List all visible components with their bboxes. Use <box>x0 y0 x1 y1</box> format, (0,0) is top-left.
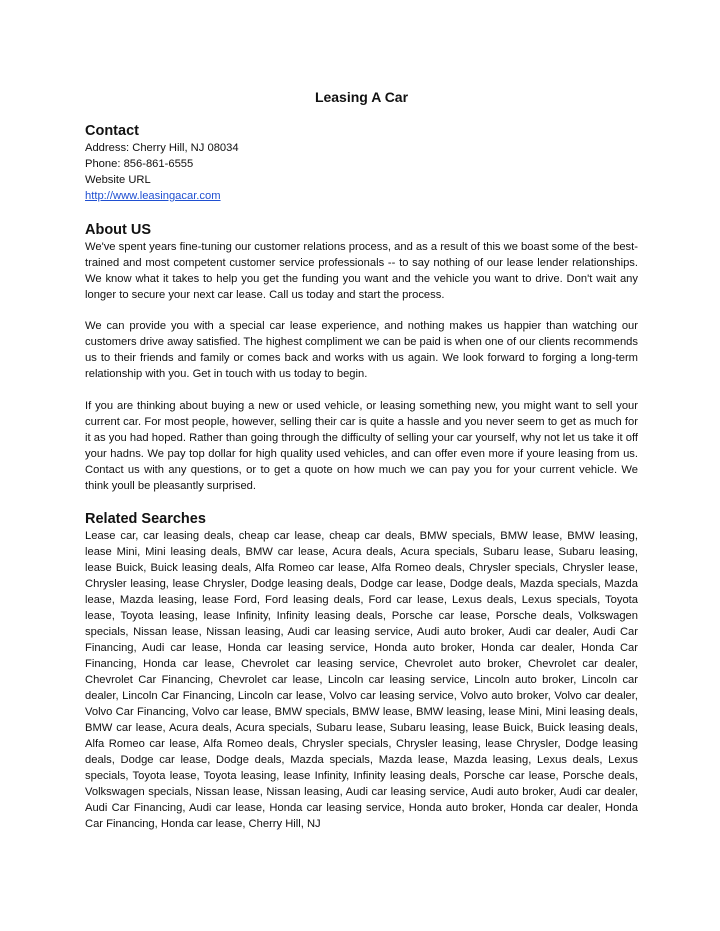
about-paragraph-3: If you are thinking about buying a new or used vehicle, or leasing something new, you might want to sell your current car. For most people, however, selling their car is quite a hassle and you never seem to get as much for it as you had hoped. Rather than going through the difficulty of selling your car yourself, why not let us take it off your hadns. We pay top dollar for high quality used vehicles, and can offer even more if youre leasing from us. Contact us with any questions, or to get a quote on how much we can pay you for your current vehicle. We think youll be pleasantly surprised. <box>85 400 638 492</box>
about-paragraph-1: We've spent years fine-tuning our customer relations process, and as a result of this we boast some of the best-trained and most competent customer service professionals -- to say nothing of our lease lender relationships. We know what it takes to help you get the funding you want and the vehicle you want to drive. Don't wait any longer to secure your next car lease. Call us today and start the process. <box>85 241 638 301</box>
about-paragraph-2-block <box>85 318 638 382</box>
contact-section <box>85 140 638 204</box>
related-searches-heading: Related Searches <box>85 511 206 527</box>
about-paragraph-3-block <box>85 398 638 494</box>
contact-website-label: Website URL <box>85 174 151 186</box>
contact-heading: Contact <box>85 123 139 139</box>
about-heading: About US <box>85 222 152 238</box>
website-link[interactable]: http://www.leasingacar.com <box>85 190 221 202</box>
related-searches-block <box>85 528 638 832</box>
contact-phone: Phone: 856-861-6555 <box>85 158 194 170</box>
contact-address: Address: Cherry Hill, NJ 08034 <box>85 142 239 154</box>
about-paragraph-2: We can provide you with a special car lease experience, and nothing makes us happier than watching our customers drive away satisfied. The highest compliment we can be paid is when one of our clients recommends us to their friends and family or comes back and works with us again. We look forward to forging a long-term relationship with you. Get in touch with us today to begin. <box>85 320 638 380</box>
related-searches-text: Lease car, car leasing deals, cheap car lease, cheap car deals, BMW specials, BMW lease, BMW leasing, lease Mini, Mini leasing deals, BMW car lease, Acura deals, Acura specials, Subaru lease, Subaru leasing, lease Buick, Buick leasing deals, Alfa Romeo car lease, Alfa Romeo deals, Chrysler specials, Chrysler lease, Chrysler leasing, lease Chrysler, Dodge leasing deals, Dodge car lease, Dodge deals, Mazda specials, Mazda lease, Mazda leasing, lease Ford, Ford leasing deals, Ford car lease, Lexus deals, Lexus specials, Toyota lease, Toyota leasing, lease Infinity, Infinity leasing deals, Porsche car lease, Porsche deals, Volkswagen specials, Nissan lease, Nissan leasing, Audi car leasing service, Audi auto broker, Audi car dealer, Audi Car Financing, Audi car lease, Honda car leasing service, Honda auto broker, Honda car dealer, Honda Car Financing, Honda car lease, Chevrolet car leasing service, Chevrolet auto broker, Chevrolet car dealer, Chevrolet Car Financing, Chevrolet car lease, Lincoln car leasing service, Lincoln auto broker, Lincoln car dealer, Lincoln Car Financing, Lincoln car lease, Volvo car leasing service, Volvo auto broker, Volvo car dealer, Volvo Car Financing, Volvo car lease, BMW specials, BMW lease, BMW leasing, lease Mini, Mini leasing deals, BMW car lease, Acura deals, Acura specials, Subaru lease, Subaru leasing, lease Buick, Buick leasing deals, Alfa Romeo car lease, Alfa Romeo deals, Chrysler specials, Chrysler leasing, lease Chrysler, Dodge leasing deals, Dodge car lease, Dodge deals, Mazda specials, Mazda lease, Mazda leasing, Lexus deals, Lexus specials, Toyota lease, Toyota leasing, lease Infinity, Infinity leasing deals, Porsche car lease, Porsche deals, Volkswagen specials, Nissan lease, Nissan leasing, Audi car leasing service, Audi auto broker, Audi car dealer, Audi Car Financing, Audi car lease, Honda car leasing service, Honda auto broker, Honda car dealer, Honda Car Financing, Honda car lease, Cherry Hill, NJ <box>85 530 638 830</box>
document-title: Leasing A Car <box>314 89 409 105</box>
about-paragraph-1-block <box>85 239 638 303</box>
